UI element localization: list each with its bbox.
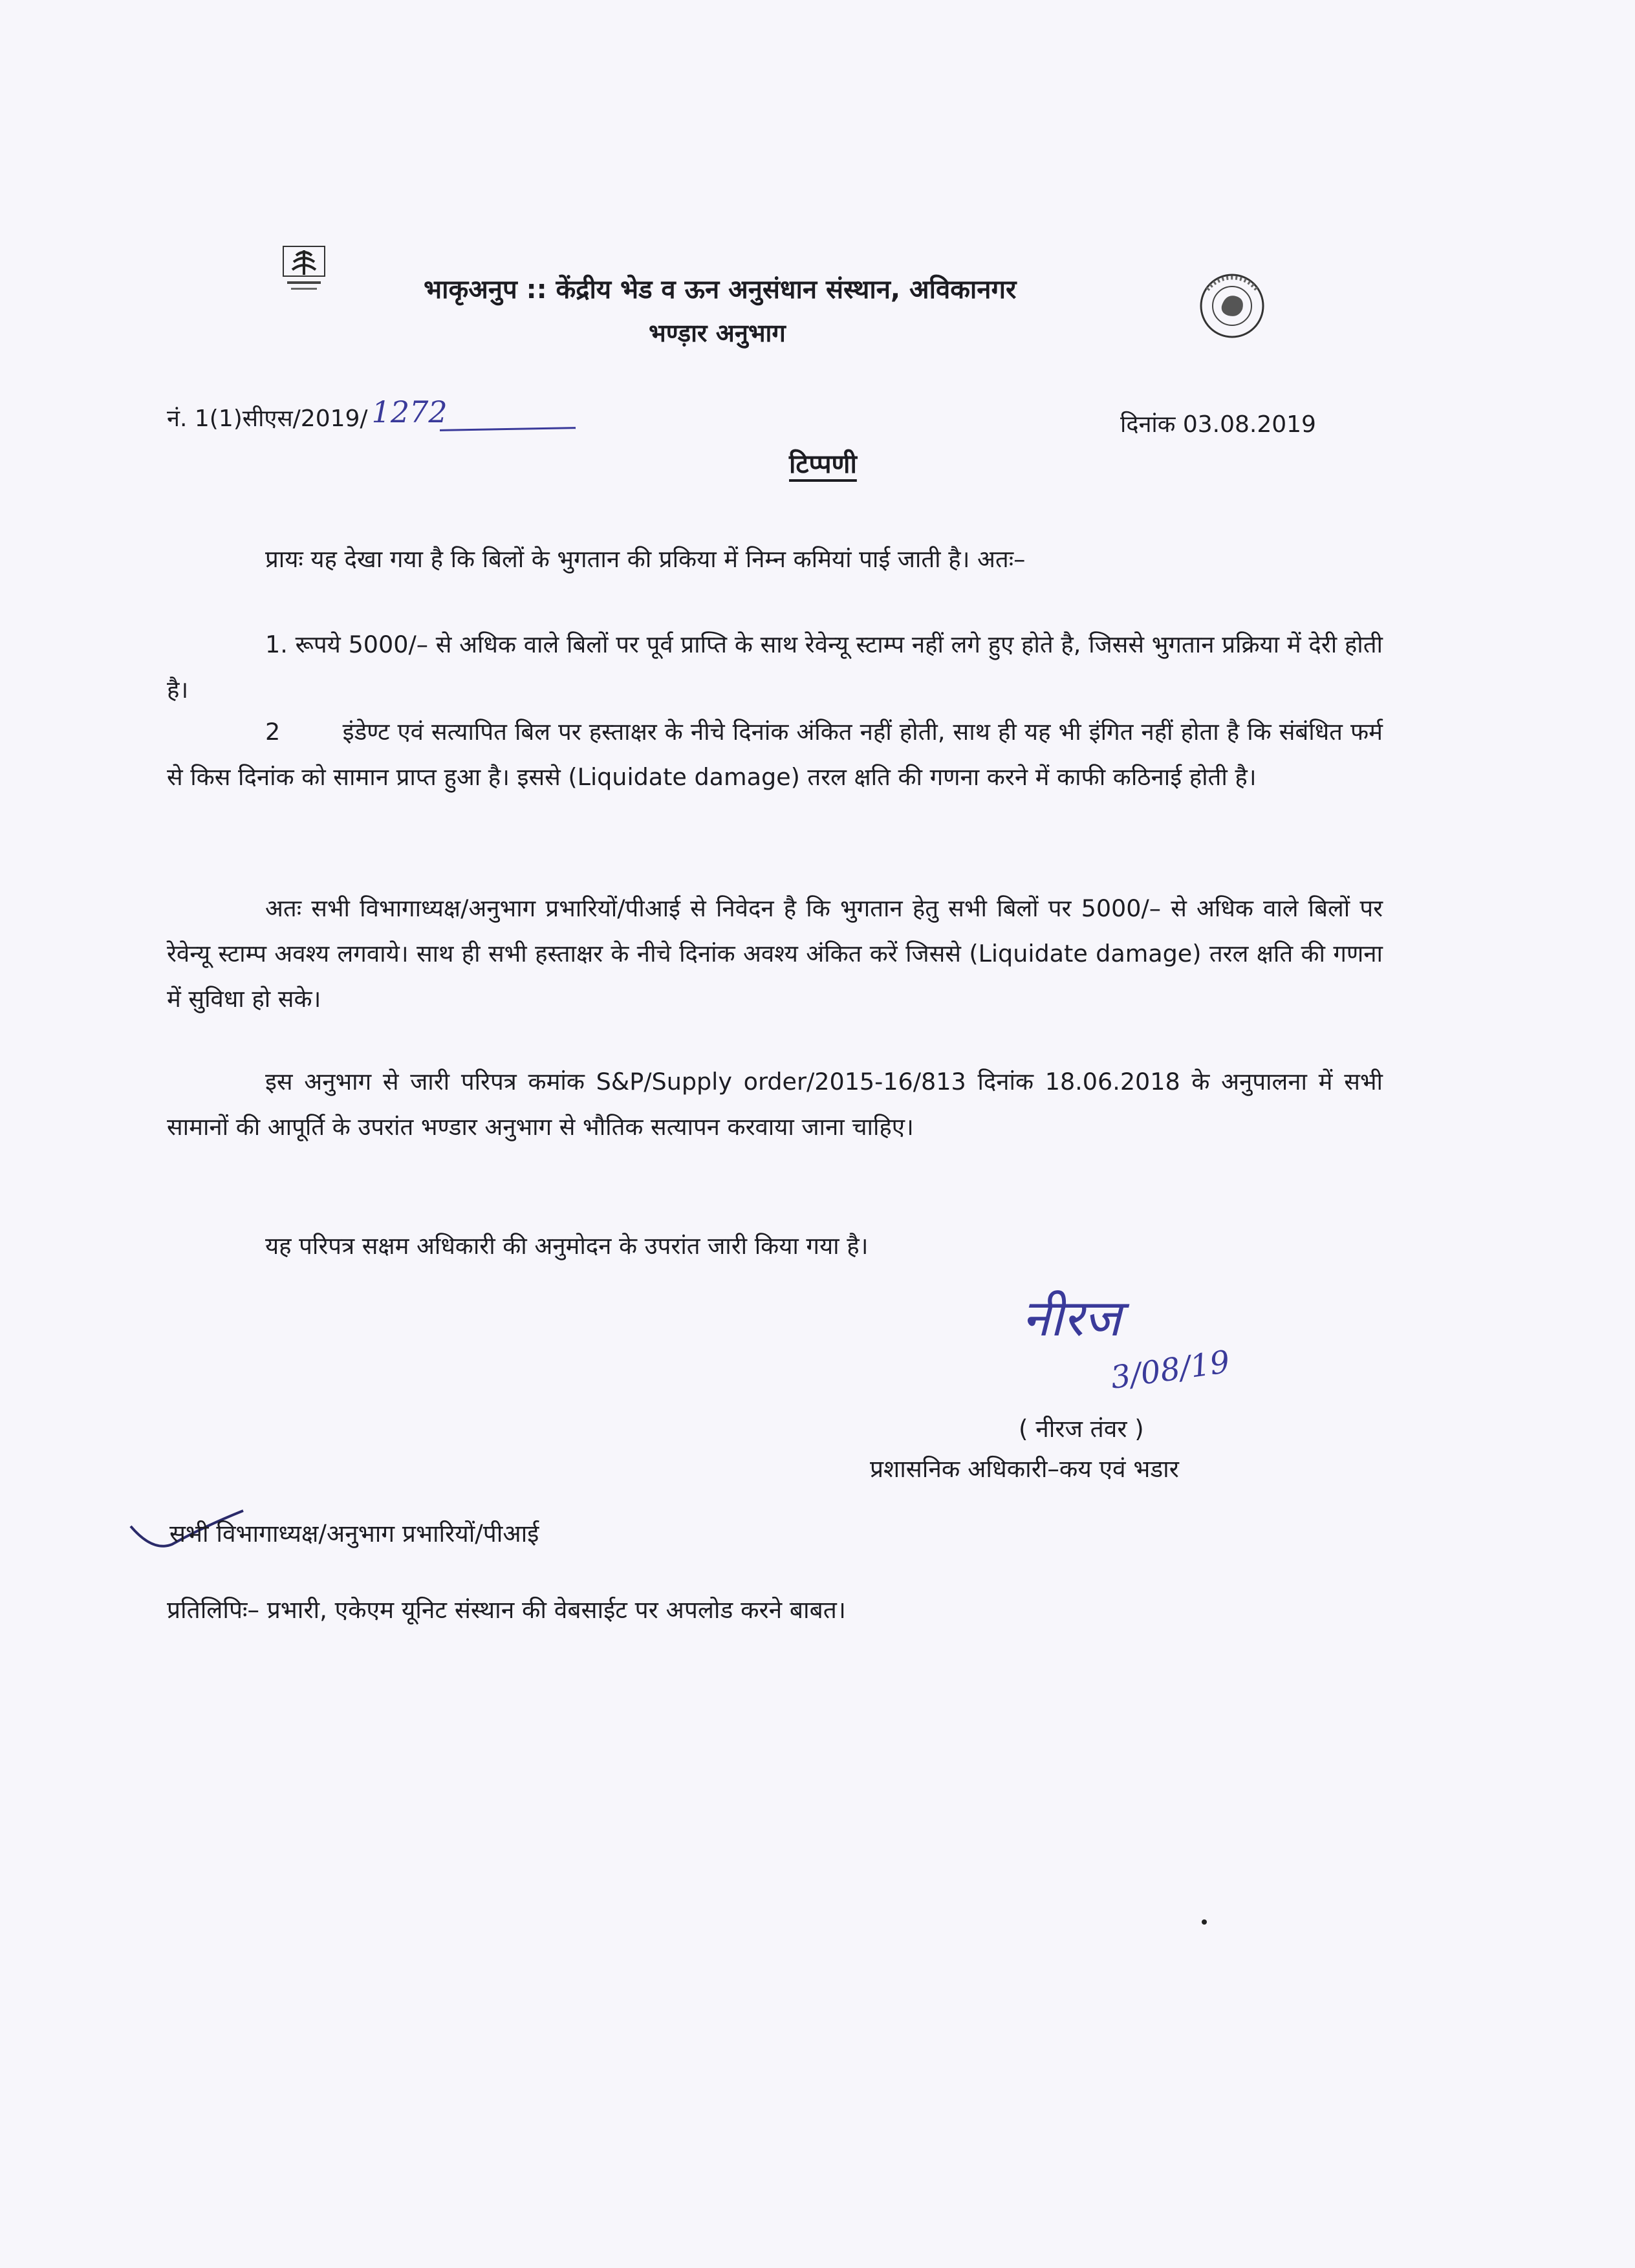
section-name: भण्ड़ार अनुभाग [649, 319, 786, 347]
document-date: दिनांक 03.08.2019 [1120, 411, 1316, 438]
signatory-designation: प्रशासनिक अधिकारी–कय एवं भडार [870, 1455, 1179, 1483]
reference-number [167, 394, 448, 433]
point-2-paragraph: 2 इंडेण्ट एवं सत्यापित बिल पर हस्ताक्षर के नीचे दिनांक अंकित नहीं होती, साथ ही यह भी इंगित नहीं होता है कि संबंधित फर्म से किस दिनांक को सामान प्राप्त हुआ है। इससे (Liquidate damage) तरल क्षति की गणना करने में काफी कठिनाई होती है। [167, 718, 1391, 791]
signatory-name: ( नीरज तंवर ) [1019, 1415, 1144, 1443]
institute-seal-icon [1193, 270, 1271, 341]
distribution-list: सभी विभागाध्यक्ष/अनुभाग प्रभारियों/पीआई [169, 1520, 539, 1548]
compliance-paragraph: इस अनुभाग से जारी परिपत्र कमांक S&P/Supply order/2015-16/813 दिनांक 18.06.2018 के अनुपालना में सभी सामानों की आपूर्ति के उपरांत भण्डार अनुभाग से भौतिक सत्यापन करवाया जाना चाहिए। [167, 1068, 1383, 1141]
reference-number-printed: नं. 1(1)सीएस/2019/ [167, 405, 368, 432]
intro-paragraph: प्रायः यह देखा गया है कि बिलों के भुगतान की प्रकिया में निम्न कमियां पाई जाती है। अतः– [265, 545, 1026, 573]
approval-paragraph: यह परिपत्र सक्षम अधिकारी की अनुमोदन के उपरांत जारी किया गया है। [265, 1232, 869, 1260]
note-title: टिप्पणी [789, 449, 857, 479]
signature-name-text: नीरज [1022, 1290, 1121, 1348]
institute-name: भाकृअनुप :: केंद्रीय भेड व ऊन अनुसंधान संस्थान, अविकानगर [424, 275, 1017, 305]
point-1-paragraph: 1. रूपये 5000/– से अधिक वाले बिलों पर पूर्व प्राप्ति के साथ रेवेन्यू स्टाम्प नहीं लगे हुए होते है, जिससे भुगतान प्रक्रिया में देरी होती है। [167, 631, 1383, 704]
icar-logo-icon [278, 243, 330, 301]
ink-dot [1202, 1919, 1207, 1925]
handwritten-signature [1015, 1277, 1274, 1407]
reference-number-handwritten: 1272 [371, 394, 448, 429]
copy-to: प्रतिलिपिः– प्रभारी, एकेएम यूनिट संस्थान की वेबसाईट पर अपलोड करने बाबत। [167, 1596, 846, 1624]
request-paragraph: अतः सभी विभागाध्यक्ष/अनुभाग प्रभारियों/पीआई से निवेदन है कि भुगतान हेतु सभी बिलों पर 5000/– से अधिक वाले बिलों पर रेवेन्यू स्टाम्प अवश्य लगवाये। साथ ही सभी हस्ताक्षर के नीचे दिनांक अवश्य अंकित करें जिससे (Liquidate damage) तरल क्षति की गणना में सुविधा हो सके। [167, 894, 1383, 1013]
signature-date-text: 3/08/19 [1108, 1343, 1232, 1396]
handwritten-underline [440, 427, 576, 431]
